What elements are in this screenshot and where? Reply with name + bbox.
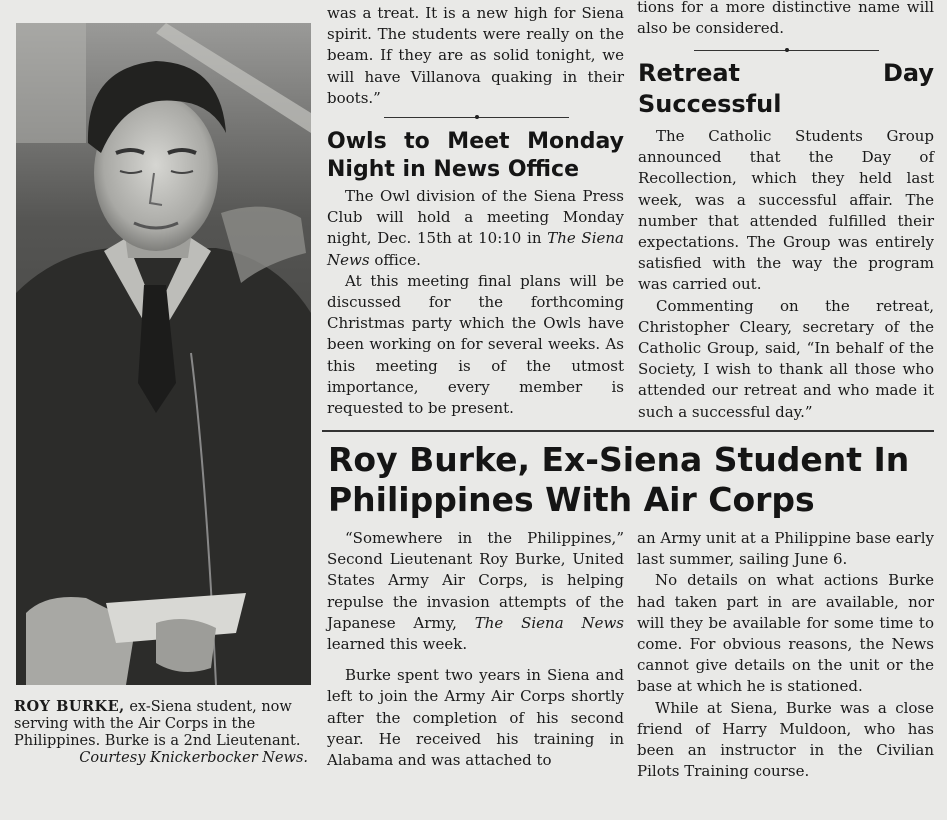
section-rule xyxy=(322,430,934,432)
burke-p1-text: “Somewhere in the Philippines,” Second Lieutenant Roy Burke, United States Army Air Corps, is helping repulse the invasion attempts of the Japanese Army, xyxy=(327,529,624,632)
owls-paragraph-2: At this meeting final plans will be discussed for the forthcoming Christmas party which the Owls have been working on for several weeks. As this meeting is of the utmost importance, every member is requested to be present. xyxy=(327,271,624,418)
caption-name: ROY BURKE, xyxy=(14,698,125,715)
burke-paragraph-3: an Army unit at a Philippine base early last summer, sailing June 6. xyxy=(637,529,934,569)
owls-paragraph-1 xyxy=(327,186,624,271)
divider xyxy=(384,117,569,118)
column-3-continuation xyxy=(637,0,934,39)
burke-p1-italic: The Siena News xyxy=(474,613,624,632)
burke-paragraph-2: Burke spent two years in Siena and left to join the Army Air Corps shortly after the completion of his second year. He received his training in Alabama and was attached to xyxy=(327,666,624,770)
portrait-photo-icon xyxy=(16,23,311,685)
burke-p1-text-end: learned this week. xyxy=(327,635,468,654)
retreat-headline: Retreat Day Successful xyxy=(638,59,934,118)
burke-paragraph-4: No details on what actions Burke had taken part in are available, nor will they be available for some time to come. For obvious reasons, the News cannot give details on the unit or the base at which he is stationed. xyxy=(637,571,934,696)
burke-paragraph-5: While at Siena, Burke was a close friend of Harry Muldoon, who has been an instructor in the Civilian Pilots Training course. xyxy=(637,698,934,781)
owls-p1-text: The Owl division of the Siena Press Club will hold a meeting Monday night, Dec. 15th at 10:10 in xyxy=(327,187,624,248)
burke-column-1 xyxy=(327,528,624,771)
continuation-text: was a treat. It is a new high for Siena spirit. The students were really on the beam. If they are as solid tonight, we will have Villanova quaking in their boots.” xyxy=(327,4,624,107)
retreat-article xyxy=(638,58,934,423)
caption-text: ex-Siena student, now serving with the Air Corps in the Philippines. Burke is a 2nd Lieutenant. xyxy=(14,699,301,749)
photo-caption xyxy=(14,698,314,767)
column-2-continuation xyxy=(327,3,624,109)
portrait-illustration xyxy=(16,23,311,685)
owls-p1-italic: The Siena News xyxy=(327,229,624,269)
owls-headline: Owls to Meet Monday Night in News Office xyxy=(327,129,624,182)
continuation-text-col3: tions for a more distinctive name will also be considered. xyxy=(637,0,934,38)
retreat-paragraph-2: Commenting on the retreat, Christopher Cleary, secretary of the Catholic Group, said, “In behalf of the Society, I wish to thank all those who attended our retreat and who made it such a successful day.” xyxy=(638,296,934,421)
caption-credit: Courtesy Knickerbocker News. xyxy=(79,750,308,766)
owls-article xyxy=(327,128,624,419)
divider xyxy=(694,50,879,51)
burke-headline: Roy Burke, Ex-Siena Student In Philippines With Air Corps xyxy=(328,440,910,519)
retreat-paragraph-1: The Catholic Students Group announced that the Day of Recollection, which they held last week, was a successful affair. The number that attended fulfilled their expectations. The Group was entirely satisfied with the way the program was carried out. xyxy=(638,127,934,294)
burke-paragraph-1 xyxy=(327,528,624,655)
owls-p1-text-end: office. xyxy=(369,250,421,269)
burke-column-2 xyxy=(637,528,934,782)
